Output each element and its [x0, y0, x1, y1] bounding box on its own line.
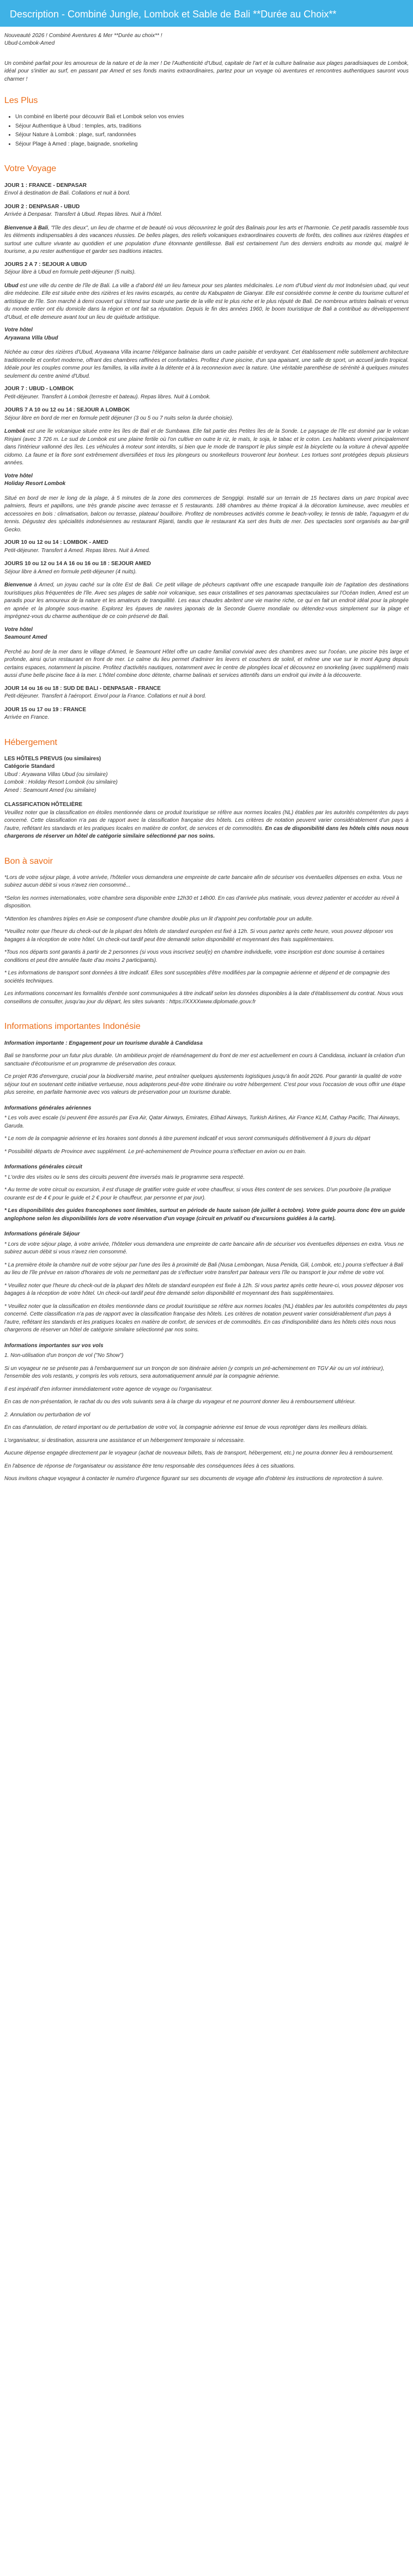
info-paragraph: En l'absence de réponse de l'organisateur ou assistance être tenu responsable des conséquences liées à ces situations.	[4, 1463, 295, 1469]
info-paragraph: Nous invitons chaque voyageur à contacter le numéro d'urgence figurant sur ses documents de voyage afin d'obtenir les instructions de reprotection à suivre.	[4, 1476, 384, 1482]
hotel-category: Catégorie Standard	[4, 763, 55, 770]
bon-a-savoir-list	[4, 874, 409, 1007]
hotel-section-title: Votre hôtel	[4, 472, 33, 479]
info-paragraph: Aucune dépense engagée directement par le voyageur (achat de nouveaux billets, frais de transport, hébergement, etc.) ne pourra donner lieu à remboursement.	[4, 1450, 394, 1457]
plus-item: • Séjour Nature à Lombok : plage, surf, randonnées	[15, 131, 409, 140]
info-paragraph: L'organisateur, si destination, assurera une assistance et un hébergement temporaire si nécessaire.	[4, 1437, 245, 1444]
info-paragraph: *Lors de votre séjour plage, à votre arrivée, l'hôtelier vous demandera une empreinte de carte bancaire afin de sécuriser vos éventuelles dépenses en extra. Vous ne subirez aucun débit si vous n'avez rien consommé...	[4, 874, 403, 889]
bali-welcome-lead: Bienvenue à Bali	[4, 225, 48, 231]
info-paragraph: *Tous nos départs sont garantis à partir de 2 personnes (si vous vous inscrivez seul(e) en chambre individuelle, votre inscription est donc soumise à certaines conditions et peut être annulée faute d'au moins 2 participants).	[4, 949, 385, 963]
section-title-voyage: Votre Voyage	[4, 164, 57, 174]
info-paragraph: * Lors de votre séjour plage, à votre arrivée, l'hôtelier vous demandera une empreinte de carte bancaire afin de sécuriser vos éventuelles dépenses en extra. Vous ne subirez aucun débit si vous n'avez rien consommé.	[4, 1241, 404, 1256]
day-2	[4, 203, 409, 219]
day-heading: JOUR 10 ou 12 ou 14 : LOMBOK - AMED	[4, 540, 108, 546]
plus-item: • Séjour Authentique à Ubud : temples, arts, traditions	[15, 123, 409, 131]
section-title-plus: Les Plus	[4, 96, 38, 106]
hotel-item: Lombok : Holiday Resort Lombok (ou similaire)	[4, 779, 118, 786]
plus-item: • Un combiné en liberté pour découvrir Bali et Lombok selon vos envies	[15, 113, 409, 122]
info-paragraph: Ce projet R36 d'envergure, crucial pour la biodiversité marine, peut entraîner quelques ajustements logistiques jusqu'à fin août 2026. Pour garantir la qualité de votre séjour tout en soutenant cette initiative vertueuse, nous adapterons peut-être votre itinéraire ou votre hébergement. C'est pour vous l'occasion de vous offrir une étape plus sereine, en parfaite harmonie avec vos valeurs de préservation pour un tourisme durable.	[4, 1074, 405, 1096]
day-7	[4, 385, 409, 401]
info-paragraph: En cas d'annulation, de retard important ou de perturbation de votre vol, la compagnie aérienne est tenue de vous reprotéger dans les meilleurs délais.	[4, 1425, 368, 1431]
section-title-bon-a-savoir: Bon à savoir	[4, 856, 53, 866]
info-paragraph: 2. Annulation ou perturbation de vol	[4, 1411, 90, 1418]
day-heading: JOURS 10 ou 12 ou 14 A 16 ou 16 ou 18 : SEJOUR AMED	[4, 561, 151, 567]
ubud-lead: Ubud	[4, 282, 19, 289]
info-paragraph: Il est impératif d'en informer immédiatement votre agence de voyage ou l'organisateur.	[4, 1386, 213, 1392]
day-text: Arrivée en France.	[4, 714, 50, 721]
meta-line-1: Nouveauté 2026 ! Combiné Aventures & Mer **Durée au choix** !	[4, 32, 162, 39]
info-paragraph: * Au terme de votre circuit ou excursion, il est d'usage de gratifier votre guide et votre chauffeur, si vous êtes content de ses services. D'un pourboire (la pratique courante est de 4 € pour le guide et 2 € pour le chauffeur, par personne et par jour).	[4, 1187, 391, 1201]
hotel-item: Amed : Seamount Amed (ou similaire)	[4, 787, 96, 793]
hotels-subtitle: LES HÔTELS PREVUS (ou similaires)	[4, 755, 101, 762]
day-text: Petit-déjeuner. Transfert à Lombok (terrestre et bateau). Repas libres. Nuit à Lombok.	[4, 393, 211, 400]
day-14	[4, 685, 409, 701]
day-10	[4, 539, 409, 555]
day-text: Séjour libre à Ubud en formule petit-déjeuner (5 nuits).	[4, 269, 136, 276]
amed-hotel	[4, 626, 409, 642]
hotel-classification	[4, 801, 409, 841]
lombok-lead: Lombok	[4, 428, 26, 435]
info-heading-vols: Informations importantes sur vos vols	[4, 1342, 104, 1349]
hotel-name: Seamount Amed	[4, 634, 47, 641]
meta-line-2: Ubud-Lombok-Amed	[4, 40, 55, 47]
amed-hotel-description: Perché au bord de la mer dans le village d'Amed, le Seamount Hôtel offre un cadre familial convivial avec des chambres avec sur l'océan, une piscine très large et profonde, ainsi qu'un restaurant en front de mer. Le calme du lieu permet d'admirer les levers et couchers de soleil, et même une vue sur le mont Agung depuis certains espaces, notamment la piscine. Profitez d'activités nautiques, notamment avec le centre de plongées local et découvrez en snorkeling (avec supplément) mais aussi d'une belle piscine face à la mer. L'hôtel combine donc détente, charme balinais et services attentifs dans un endroit qui invite à la découverte.	[4, 648, 409, 679]
hotel-section-title: Votre hôtel	[4, 327, 33, 334]
ubud-description	[4, 282, 409, 322]
day-text: Envol à destination de Bali. Collations et nuit à bord.	[4, 190, 131, 197]
section-title-indonesie: Informations importantes Indonésie	[4, 1022, 141, 1032]
day-2-7	[4, 261, 409, 277]
info-heading-circuit: Informations générales circuit	[4, 1164, 82, 1171]
day-heading: JOUR 1 : FRANCE - DENPASAR	[4, 182, 87, 189]
info-paragraph: * Le nom de la compagnie aérienne et les horaires sont donnés à titre purement indicatif et vous seront communiqués définitivement à 8 jours du départ	[4, 1136, 371, 1142]
day-text: Petit-déjeuner. Transfert à Amed. Repas libres. Nuit à Amed.	[4, 547, 150, 554]
day-text: Petit-déjeuner. Transfert à l'aéroport. Envol pour la France. Collations et nuit à bord.	[4, 693, 206, 700]
info-paragraph: *Attention les chambres triples en Asie se composent d'une chambre double plus un lit d'appoint peu confortable pour un adulte.	[4, 916, 313, 922]
info-paragraph: * Les informations de transport sont données à titre indicatif. Elles sont susceptibles d'être modifiées par la compagnie aérienne et dépend et de compagnie des sociétés techniques.	[4, 970, 390, 984]
info-paragraph: * Les disponibilités des guides francophones sont limitées, surtout en période de haute saison (de juillet à octobre). Votre guide pourra donc être un guide anglophone selon les disponibilités lors de votre réservation d'un voyage (circuit en privatif ou d'excursions guidées à la carte).	[4, 1208, 405, 1222]
bali-welcome-text: , "l'île des dieux", un lieu de charme et de beauté où vous découvrirez le goût des Balinais pour les arts et l'harmonie. Ce petit paradis rassemble tous les éléments indispensables à des vacances réussies. De belles plages, des reliefs volcaniques extraordinaires couverts de forêts, des collines aux rizières étagées et surtout une culture vivante au quotidien et une population d'une étonnante gentillesse. Bali est certainement l'un des derniers endroits au monde qui, malgré le tourisme, a pu rester authentique et garder ses traditions intactes.	[4, 225, 409, 255]
classification-subtitle: CLASSIFICATION HÔTELIÈRE	[4, 802, 83, 808]
day-7-10	[4, 407, 409, 422]
info-paragraph: *Selon les normes internationales, votre chambre sera disponible entre 12h30 et 14h00. En cas d'arrivée plus matinale, vous devrez patienter et accéder au réveil à disposition.	[4, 895, 399, 910]
intro-paragraph: Un combiné parfait pour les amoureux de la nature et de la mer ! De l'Authenticité d'Ubud, capitale de l'art et la culture balinaise aux plages paradisiaques de Lombok, idéal pour s'initier au surf, en passant par Amed et ses fonds marins extraordinaires, partez pour un voyage où aventures et rencontres authentiques sauront vous charmer !	[4, 60, 409, 82]
info-paragraph: 1. Non-utilisation d'un tronçon de vol ("No Show")	[4, 1353, 124, 1359]
hotel-item: Ubud : Aryawana Villas Ubud (ou similaire)	[4, 771, 108, 778]
page-title: Description - Combiné Jungle, Lombok et Sable de Bali **Durée au Choix**	[0, 0, 413, 27]
day-text: Arrivée à Denpasar. Transfert à Ubud. Repas libres. Nuit à l'hôtel.	[4, 211, 162, 218]
classification-body: Veuillez noter que la classification en étoiles mentionnée dans ce produit touristique se réfère aux normes locales (NL) établies par les autorités compétentes du pays concerné. Cette classification n'a pas de rapport avec la classification française des hôtels. Les critères de notation peuvent varier considérablement d'un pays à l'autre, reflétant les standards et les pratiques locales en matière de confort, de services et de commodités.	[4, 809, 409, 832]
day-1	[4, 182, 409, 198]
day-heading: JOUR 2 : DENPASAR - UBUD	[4, 203, 80, 210]
amed-lead: Bienvenue	[4, 582, 32, 589]
day-heading: JOUR 7 : UBUD - LOMBOK	[4, 386, 74, 392]
info-paragraph: * Veuillez noter que l'heure du check-out de la plupart des hôtels de standard européen est fixée à 12h. Si vous partez après cette heure-ci, vous pouvez déposer vos bagages à la réception de votre hôtel. Un check-out tardif peut être demandé selon disponibilité et moyennant des frais supplémentaires.	[4, 1282, 404, 1297]
amed-description	[4, 581, 409, 621]
day-heading: JOUR 15 ou 17 ou 19 : FRANCE	[4, 706, 87, 713]
hotel-section-title: Votre hôtel	[4, 626, 33, 633]
classification-text	[4, 809, 409, 841]
info-paragraph: Si un voyageur ne se présente pas à l'embarquement sur un tronçon de son itinéraire aérien (y compris un pré-acheminement en TGV Air ou un vol intérieur), l'ensemble des vols restants, y compris les vols retours, sera automatiquement annulé par la compagnie aérienne.	[4, 1365, 385, 1380]
lombok-text: est une île volcanique située entre les îles de Bali et de Sumbawa. Elle fait partie des Petites îles de la Sonde. Le paysage de l'île est dominé par le volcan Rinjani (avec 3 726 m. Le sud de Lombok est une plaine fertile où l'on cultive en outre le riz, le maïs, le soja, le tabac et le coton. Les habitants vivent principalement dans l'intérieur vallonné des îles. Les véhicules à moteur sont interdits, si bien que le mode de transport le plus simple est la bicyclette ou la voiture à cheval appelée cidomo. La faune et la flore sont extrêmement diversifiées et tous les plongeurs ou snorkelleurs trouveront leur bonheur. Les tortues sont protégées depuis plusieurs années.	[4, 428, 409, 466]
day-heading: JOURS 2 A 7 : SEJOUR A UBUD	[4, 261, 87, 268]
day-text: Séjour libre à Amed en formule petit-déjeuner (4 nuits).	[4, 568, 137, 575]
info-heading-air: Informations générales aériennes	[4, 1105, 92, 1111]
lombok-description	[4, 428, 409, 468]
info-paragraph: En cas de non-présentation, le rachat du ou des vols suivants sera à la charge du voyageur et ne pourront donner lieu à remboursement ultérieur.	[4, 1399, 356, 1405]
day-15	[4, 706, 409, 722]
info-heading: Information importante : Engagement pour un tourisme durable à Candidasa	[4, 1040, 203, 1046]
classification-note: En cas de disponibilité dans les hôtels cités nous nous chargerons de réserver un hôtel de catégorie similaire sélectionné par nos soins.	[4, 825, 409, 840]
content	[0, 27, 413, 1483]
info-paragraph: Bali se transforme pour un futur plus durable. Un ambitieux projet de réaménagement du front de mer est actuellement en cours à Candidasa, incluant la création d'un sanctuaire d'écotourisme et un programme de préservation des coraux.	[4, 1053, 405, 1067]
ubud-text: est une ville du centre de l'île de Bali. La ville a d'abord été un lieu fameux pour ses plantes médicinales. Le nom d'Ubud vient du mot Indonésien ubad, qui veut dire médecine. Elle est située entre des rizières et les ravins escarpés, au centre du Kabupaten de Gianyar. Elle est considérée comme le centre du tourisme culturel et artistique de l'île. Son marché à demi couvert qui s'étend sur toute une partie de la ville est le plus riche et le plus réputé de Bali. De nombreux artistes balinais et venus du monde entier ont élu domicile dans la région et ont fait sa réputation. Depuis le fin des années 1960, le boom touristique de Bali a contribué au développement d'Ubud, et elle demeure avant tout un lieu de quiétude artistique.	[4, 282, 409, 320]
hotel-list	[4, 755, 409, 795]
lombok-hotel-description: Situé en bord de mer le long de la plage, à 5 minutes de la zone des commerces de Senggigi. Installé sur un terrain de 15 hectares dans un parc tropical avec palmiers, fleurs et papillons, une très grande piscine avec terrasse et 5 restaurants. 188 chambres au thème tropical à la décoration lumineuse, avec meubles et accessoires en bois : climatisation, balcon ou terrasse, plateau/ bouilloire. Profitez de nombreuses activités comme le beach-volley, le tennis de table, l'aquagym et du tennis. Dégustez des spécialités indonésiennes au restaurant Rijanti, tandis que le restaurant Ka sert des fruits de mer. Des spectacles sont organisés au bar-grill Gecko.	[4, 495, 409, 533]
info-paragraph: * Veuillez noter que la classification en étoiles mentionnée dans ce produit touristique se réfère aux normes locales (NL) établies par les autorités compétentes du pays concerné. Cette classification n'a pas de rapport avec la classification française des hôtels. Les critères de notation peuvent varier considérablement d'un pays à l'autre, reflétant les standards et les pratiques locales en matière de confort, de services et de commodités. En cas d'indisponibilité dans les hôtels cités nous nous chargerons de réserver un hôtel de catégorie similaire sélectionné par nos soins.	[4, 1303, 408, 1334]
lombok-hotel	[4, 472, 409, 488]
hotel-name: Aryawana Villa Ubud	[4, 335, 58, 341]
info-paragraph: Les informations concernant les formalités d'entrée sont communiquées à titre indicatif selon les données disponibles à la date d'établissement du contrat. Nous vous conseillons de consulter, jusqu'au jour du départ, les sites suivants : https://XXXXwww.diplomatie.gouv.fr	[4, 991, 404, 1005]
info-heading-sejour: Informations générale Séjour	[4, 1231, 80, 1238]
day-heading: JOUR 14 ou 16 ou 18 : SUD DE BALI - DENPASAR - FRANCE	[4, 685, 161, 692]
info-paragraph: * La première étoile la chambre nuit de votre séjour par l'une des îles à proximité de Bali (Nusa Lembongan, Nusa Penida, Gili, Lombok, etc.) pourra s'effectuer à Bali au lieu de l'île prévue en raison d'horaires de vols ne permettant pas de s'effectuer votre transfert par bateaux vers l'île ou transport le jour même de votre vol.	[4, 1262, 403, 1276]
info-paragraph: * Les vols avec escale (si peuvent être assurés par Eva Air, Qatar Airways, Emirates, Etihad Airways, Turkish Airlines, Air France KLM, Cathay Pacific, Thai Airways, Garuda.	[4, 1115, 400, 1129]
day-text: Séjour libre en bord de mer en formule petit déjeuner (3 ou 5 ou 7 nuits selon la durée choisie).	[4, 415, 234, 421]
day-heading: JOURS 7 A 10 ou 12 ou 14 : SEJOUR A LOMBOK	[4, 407, 130, 414]
ubud-hotel-description: Nichée au cœur des rizières d'Ubud, Aryawana Villa incarne l'élégance balinaise dans un cadre paisible et verdoyant. Cet établissement mêle subtilement architecture traditionnelle et confort moderne, offrant des chambres raffinées et confortables. Profitez d'une piscine, d'un spa apaisant, une salle de sport, un accueil jardin tropical. Idéale pour les couples comme pour les familles, la villa invite à la détente et à la reconnexion avec la nature. Une véritable parenthèse de sérénité à quelques minutes seulement du centre animé d'Ubud.	[4, 349, 409, 379]
hotel-name: Holiday Resort Lombok	[4, 481, 66, 487]
amed-text: à Amed, un joyau caché sur la côte Est de Bali. Ce petit village de pêcheurs captivant offre une escapade tranquille loin de l'agitation des destinations touristiques plus fréquentées de l'île. Avec ses plages de sable noir volcanique, ses eaux cristallines et ses panoramas spectaculaires sur l'Océan Indien, Amed est un paradis pour les amoureux de la nature et les amateurs de tranquillité. Les eaux chaudes abritent une vie marine riche, ce qui en fait un endroit idéal pour la plongée en apnée et la plongée sous-marine. Explorez les épaves de navires japonais de la Seconde Guerre mondiale ou détendez-vous simplement sur la plage et imprégnez-vous du charme authentique de ce coin préservé de Bali.	[4, 582, 409, 620]
bali-welcome	[4, 225, 409, 256]
indonesie-info	[4, 1040, 409, 1483]
section-title-hebergement: Hébergement	[4, 737, 57, 747]
ubud-hotel	[4, 326, 409, 342]
product-meta	[4, 32, 409, 48]
plus-list	[4, 113, 409, 148]
info-paragraph: * L'ordre des visites ou le sens des circuits peuvent être inversés mais le programme sera respecté.	[4, 1174, 245, 1180]
info-paragraph: * Possibilité départs de Province avec supplément. Le pré-acheminement de Province pourra s'effectuer en avion ou en train.	[4, 1148, 306, 1155]
day-10-16	[4, 560, 409, 576]
plus-item: • Séjour Plage à Amed : plage, baignade, snorkeling	[15, 141, 409, 149]
info-paragraph: *Veuillez noter que l'heure du check-out de la plupart des hôtels de standard européen est fixé à 12h. Si vous partez après cette heure, vous pouvez déposer vos bagages à la réception de votre hôtel. Un check-out tardif peut être demandé selon disponibilité et moyennant des frais supplémentaires.	[4, 929, 393, 943]
